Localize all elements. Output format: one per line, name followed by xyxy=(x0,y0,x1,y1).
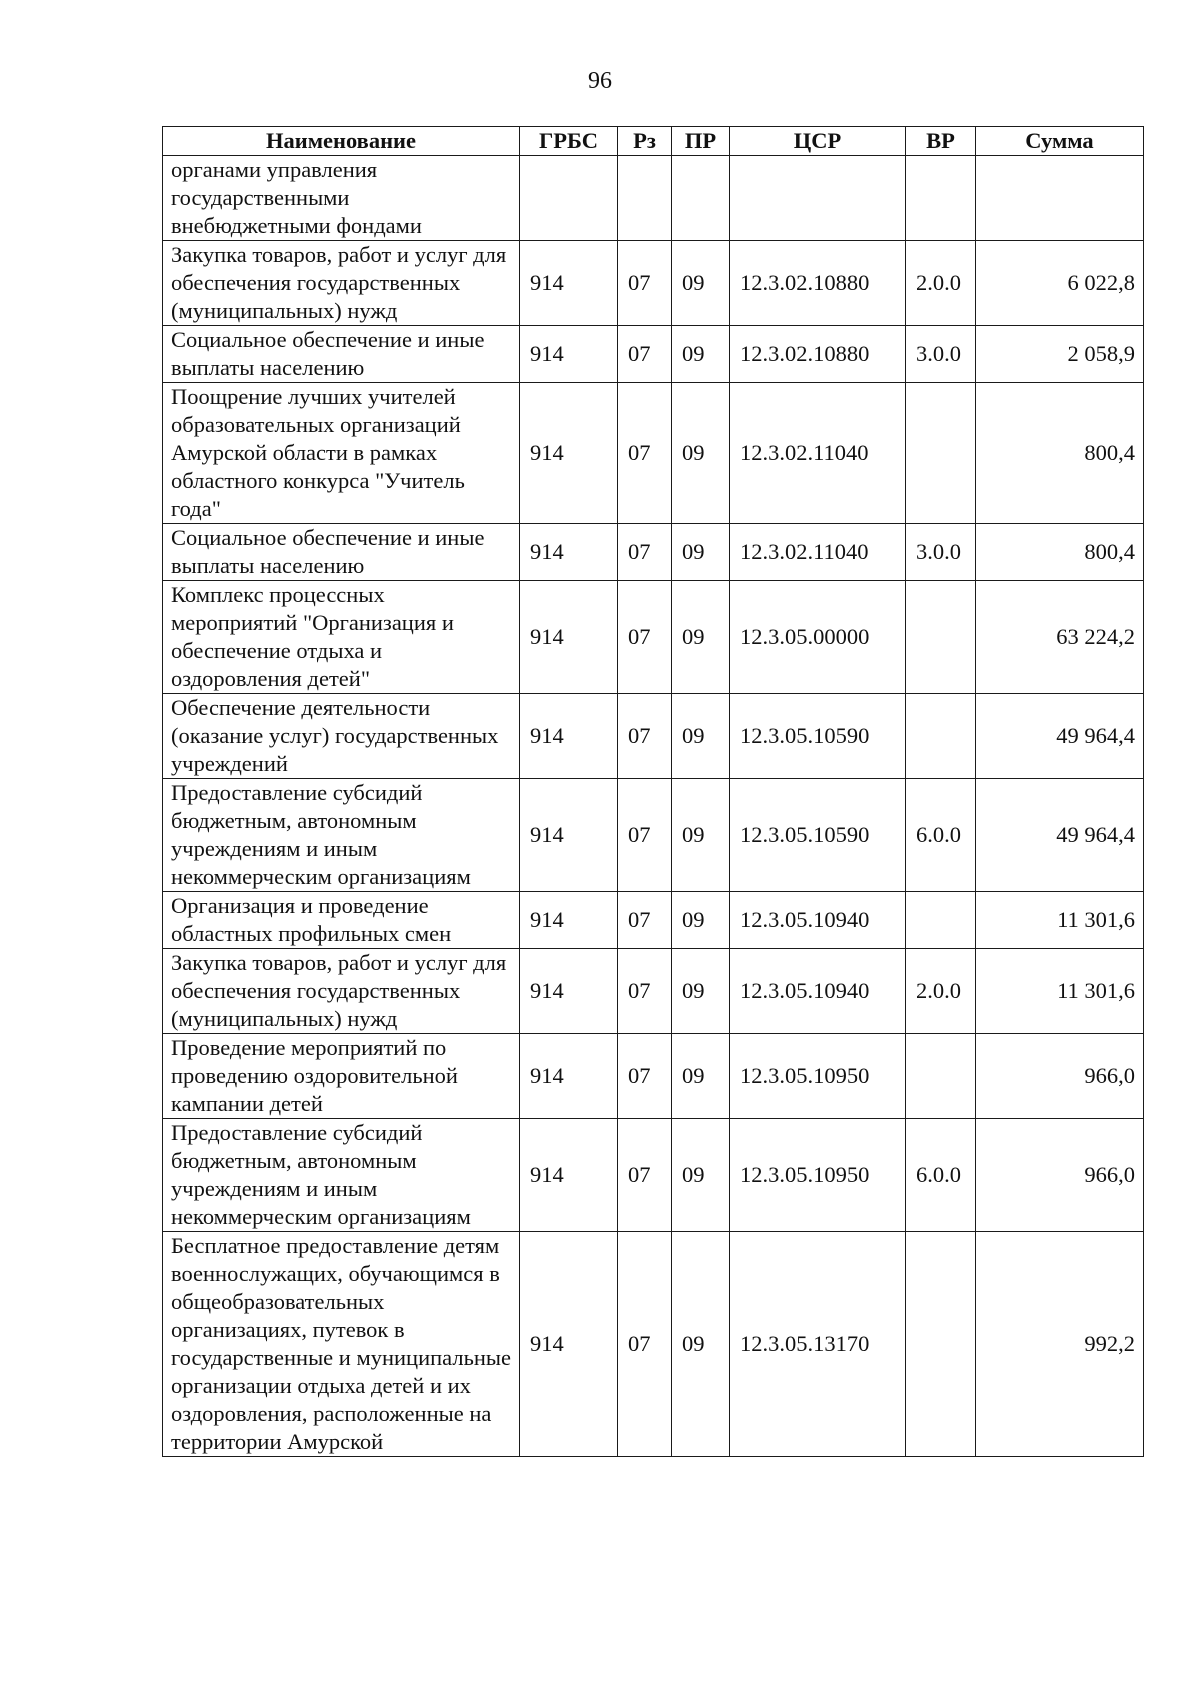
budget-table xyxy=(162,126,1144,1457)
cell-grbs: 914 xyxy=(520,949,618,1034)
table-row xyxy=(163,779,1144,892)
cell-pr: 09 xyxy=(672,326,730,383)
cell-pr: 09 xyxy=(672,241,730,326)
header-sum: Сумма xyxy=(976,127,1144,156)
cell-sum: 800,4 xyxy=(976,383,1144,524)
cell-name: Поощрение лучших учителей образовательных организаций Амурской области в рамках областного конкурса "Учитель года" xyxy=(163,383,520,524)
cell-name: Комплекс процессных мероприятий "Организация и обеспечение отдыха и оздоровления детей" xyxy=(163,581,520,694)
cell-name: Предоставление субсидий бюджетным, автономным учреждениям и иным некоммерческим организациям xyxy=(163,1119,520,1232)
header-pr: ПР xyxy=(672,127,730,156)
cell-rz: 07 xyxy=(618,779,672,892)
table-row xyxy=(163,949,1144,1034)
cell-rz: 07 xyxy=(618,524,672,581)
cell-name: органами управления государственными внебюджетными фондами xyxy=(163,156,520,241)
cell-pr: 09 xyxy=(672,524,730,581)
page-number: 96 xyxy=(588,68,612,94)
cell-sum: 49 964,4 xyxy=(976,779,1144,892)
header-grbs: ГРБС xyxy=(520,127,618,156)
cell-sum: 966,0 xyxy=(976,1034,1144,1119)
table-row xyxy=(163,524,1144,581)
cell-pr: 09 xyxy=(672,949,730,1034)
cell-rz: 07 xyxy=(618,949,672,1034)
cell-rz: 07 xyxy=(618,383,672,524)
cell-vr: 6.0.0 xyxy=(906,779,976,892)
header-vr: ВР xyxy=(906,127,976,156)
header-name: Наименование xyxy=(163,127,520,156)
table-body xyxy=(163,156,1144,1457)
cell-grbs: 914 xyxy=(520,326,618,383)
cell-sum: 966,0 xyxy=(976,1119,1144,1232)
cell-pr: 09 xyxy=(672,892,730,949)
cell-vr: 2.0.0 xyxy=(906,949,976,1034)
cell-sum: 11 301,6 xyxy=(976,892,1144,949)
cell-sum: 63 224,2 xyxy=(976,581,1144,694)
cell-csr: 12.3.02.10880 xyxy=(730,326,906,383)
cell-csr: 12.3.05.10950 xyxy=(730,1119,906,1232)
table-row xyxy=(163,241,1144,326)
table-row xyxy=(163,383,1144,524)
cell-sum: 800,4 xyxy=(976,524,1144,581)
cell-csr: 12.3.02.10880 xyxy=(730,241,906,326)
cell-pr: 09 xyxy=(672,383,730,524)
table-row xyxy=(163,694,1144,779)
cell-rz: 07 xyxy=(618,1034,672,1119)
cell-rz: 07 xyxy=(618,1119,672,1232)
cell-sum: 992,2 xyxy=(976,1232,1144,1457)
cell-grbs: 914 xyxy=(520,1232,618,1457)
table-row xyxy=(163,326,1144,383)
table-header xyxy=(163,127,1144,156)
cell-name: Обеспечение деятельности (оказание услуг) государственных учреждений xyxy=(163,694,520,779)
cell-grbs: 914 xyxy=(520,1034,618,1119)
cell-csr: 12.3.05.10590 xyxy=(730,694,906,779)
cell-grbs: 914 xyxy=(520,524,618,581)
cell-vr xyxy=(906,1232,976,1457)
cell-name: Закупка товаров, работ и услуг для обеспечения государственных (муниципальных) нужд xyxy=(163,949,520,1034)
table-row xyxy=(163,1232,1144,1457)
cell-vr: 3.0.0 xyxy=(906,326,976,383)
table-row xyxy=(163,1119,1144,1232)
cell-rz: 07 xyxy=(618,326,672,383)
cell-pr: 09 xyxy=(672,1119,730,1232)
cell-csr: 12.3.05.10940 xyxy=(730,949,906,1034)
cell-sum: 6 022,8 xyxy=(976,241,1144,326)
cell-pr xyxy=(672,156,730,241)
cell-rz: 07 xyxy=(618,581,672,694)
cell-name: Организация и проведение областных профильных смен xyxy=(163,892,520,949)
table-row xyxy=(163,892,1144,949)
cell-vr xyxy=(906,156,976,241)
cell-rz: 07 xyxy=(618,892,672,949)
cell-name: Предоставление субсидий бюджетным, автономным учреждениям и иным некоммерческим организациям xyxy=(163,779,520,892)
cell-rz xyxy=(618,156,672,241)
cell-pr: 09 xyxy=(672,779,730,892)
cell-vr xyxy=(906,892,976,949)
cell-sum xyxy=(976,156,1144,241)
cell-rz: 07 xyxy=(618,1232,672,1457)
cell-grbs xyxy=(520,156,618,241)
cell-pr: 09 xyxy=(672,581,730,694)
cell-vr: 6.0.0 xyxy=(906,1119,976,1232)
table-row xyxy=(163,1034,1144,1119)
cell-csr: 12.3.02.11040 xyxy=(730,524,906,581)
cell-pr: 09 xyxy=(672,1034,730,1119)
cell-rz: 07 xyxy=(618,694,672,779)
cell-sum: 2 058,9 xyxy=(976,326,1144,383)
cell-name: Бесплатное предоставление детям военнослужащих, обучающимся в общеобразовательных организациях, путевок в государственные и муниципальные организации отдыха детей и их оздоровления, расположенные на территории Амурской xyxy=(163,1232,520,1457)
table-row xyxy=(163,156,1144,241)
cell-name: Проведение мероприятий по проведению оздоровительной кампании детей xyxy=(163,1034,520,1119)
cell-grbs: 914 xyxy=(520,694,618,779)
cell-rz: 07 xyxy=(618,241,672,326)
cell-name: Закупка товаров, работ и услуг для обеспечения государственных (муниципальных) нужд xyxy=(163,241,520,326)
cell-csr: 12.3.05.00000 xyxy=(730,581,906,694)
cell-vr xyxy=(906,1034,976,1119)
cell-grbs: 914 xyxy=(520,241,618,326)
cell-vr: 3.0.0 xyxy=(906,524,976,581)
cell-sum: 49 964,4 xyxy=(976,694,1144,779)
cell-grbs: 914 xyxy=(520,383,618,524)
cell-csr: 12.3.05.10950 xyxy=(730,1034,906,1119)
cell-grbs: 914 xyxy=(520,779,618,892)
cell-vr xyxy=(906,581,976,694)
cell-csr: 12.3.05.10940 xyxy=(730,892,906,949)
table-row xyxy=(163,581,1144,694)
cell-csr: 12.3.02.11040 xyxy=(730,383,906,524)
cell-vr xyxy=(906,383,976,524)
cell-sum: 11 301,6 xyxy=(976,949,1144,1034)
cell-grbs: 914 xyxy=(520,581,618,694)
header-row xyxy=(163,127,1144,156)
cell-vr: 2.0.0 xyxy=(906,241,976,326)
header-rz: Рз xyxy=(618,127,672,156)
cell-name: Социальное обеспечение и иные выплаты населению xyxy=(163,524,520,581)
cell-grbs: 914 xyxy=(520,892,618,949)
cell-vr xyxy=(906,694,976,779)
cell-grbs: 914 xyxy=(520,1119,618,1232)
cell-csr: 12.3.05.13170 xyxy=(730,1232,906,1457)
cell-pr: 09 xyxy=(672,694,730,779)
header-csr: ЦСР xyxy=(730,127,906,156)
cell-pr: 09 xyxy=(672,1232,730,1457)
cell-name: Социальное обеспечение и иные выплаты населению xyxy=(163,326,520,383)
cell-csr: 12.3.05.10590 xyxy=(730,779,906,892)
cell-csr xyxy=(730,156,906,241)
